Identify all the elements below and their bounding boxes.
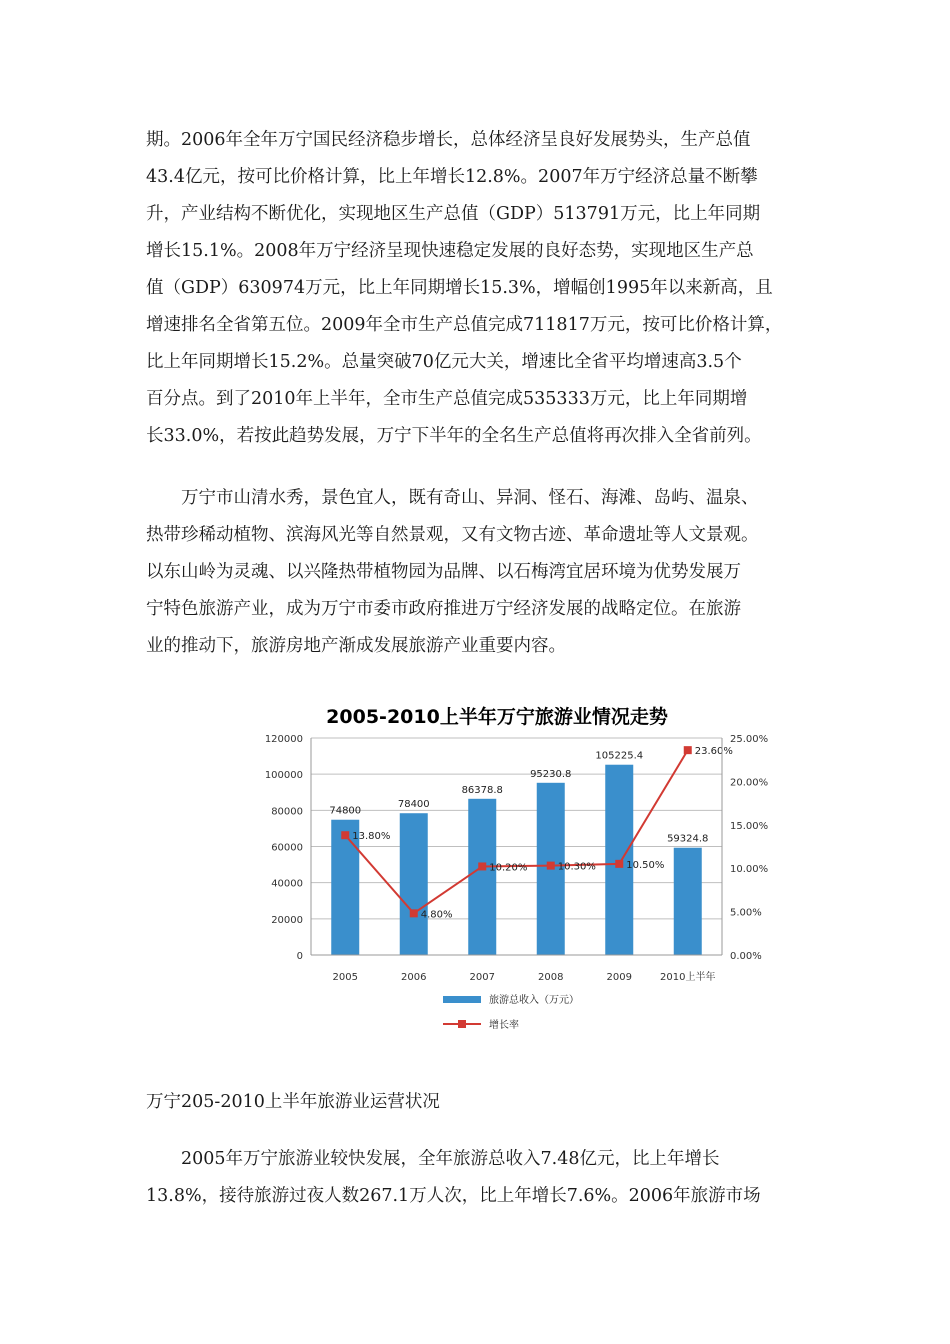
text-line: 业的推动下，旅游房地产渐成发展旅游产业重要内容。 [146,636,566,656]
y-right-tick-label: 20.00% [730,777,769,789]
text-line: 2005年万宁旅游业较快发展，全年旅游总收入7.48亿元，比上年增长 [146,1149,720,1169]
line-data-label: 10.20% [489,862,528,874]
paragraph-tourism-2005 [146,1141,818,1215]
y-left-tick-label: 80000 [271,806,303,818]
bar-data-label: 86378.8 [461,784,503,796]
line-data-label: 23.60% [694,746,733,758]
text-line: 热带珍稀动植物、滨海风光等自然景观，又有文物古迹、革命遗址等人文景观。 [146,525,759,545]
x-tick-label: 2010上半年 [660,972,716,983]
text-line: 期。2006年全年万宁国民经济稳步增长，总体经济呈良好发展势头，生产总值 [146,130,751,150]
y-left-tick-label: 60000 [271,842,303,854]
legend-swatch-marker [458,1020,466,1028]
legend-label: 旅游总收入（万元） [489,995,579,1006]
text-line: 以东山岭为灵魂、以兴隆热带植物园为品牌、以石梅湾宜居环境为优势发展万 [146,562,741,582]
x-tick-label: 2006 [401,972,427,983]
y-right-tick-label: 10.00% [730,864,769,876]
line-data-label: 13.80% [352,831,391,843]
text-line: 升，产业结构不断优化，实现地区生产总值（GDP）513791万元，比上年同期 [146,204,761,224]
line-point [410,909,418,917]
legend-label: 增长率 [489,1020,519,1031]
text-line: 长33.0%，若按此趋势发展，万宁下半年的全名生产总值将再次排入全省前列。 [146,426,762,446]
line-point [615,860,623,868]
text-line: 增速排名全省第五位。2009年全市生产总值完成711817万元，按可比价格计算， [146,315,783,335]
y-left-tick-label: 20000 [271,914,303,926]
bar-data-label: 78400 [397,799,430,811]
line-data-label: 10.30% [557,861,596,873]
y-left-tick-label: 120000 [264,734,303,745]
text-line: 增长15.1%。2008年万宁经济呈现快速稳定发展的良好态势，实现地区生产总 [146,241,754,261]
x-tick-label: 2008 [538,972,564,983]
y-left-tick-label: 100000 [264,770,303,782]
y-left-tick-label: 0 [296,951,303,962]
x-tick-label: 2007 [469,972,495,983]
line-point [341,831,349,839]
text-line: 43.4亿元，按可比价格计算，比上年增长12.8%。2007年万宁经济总量不断攀 [146,167,758,187]
text-line: 百分点。到了2010年上半年，全市生产总值完成535333万元，比上年同期增 [146,389,748,409]
chart-caption: 万宁205-2010上半年旅游业运营状况 [146,1092,440,1112]
chart-title: 2005-2010上半年万宁旅游业情况走势 [326,706,668,728]
bar [400,813,428,955]
text-line: 值（GDP）630974万元，比上年同期增长15.3%，增幅创1995年以来新高，且 [146,278,773,298]
y-right-tick-label: 15.00% [730,820,769,832]
line-point [547,862,555,870]
bar-data-label: 95230.8 [530,768,572,780]
line-data-label: 4.80% [420,909,453,921]
line-point [478,862,486,870]
bar-data-label: 74800 [329,805,362,817]
line-point [684,746,692,754]
x-tick-label: 2009 [606,972,632,983]
tourism-chart [235,690,779,1046]
text-line: 13.8%，接待旅游过夜人数267.1万人次，比上年增长7.6%。2006年旅游市场 [146,1186,761,1206]
bar [468,799,496,955]
text-line: 比上年同期增长15.2%。总量突破70亿元大关，增速比全省平均增速高3.5个 [146,352,742,372]
bar [674,848,702,955]
bar-data-label: 59324.8 [667,833,709,845]
y-right-tick-label: 5.00% [730,907,762,919]
legend-swatch-bar [443,996,481,1003]
line-data-label: 10.50% [626,859,665,871]
text-line: 宁特色旅游产业，成为万宁市委市政府推进万宁经济发展的战略定位。在旅游 [146,599,741,619]
x-tick-label: 2005 [332,972,358,983]
y-left-tick-label: 40000 [271,878,303,890]
paragraph-scenery [146,480,818,665]
y-right-tick-label: 0.00% [730,951,762,962]
y-right-tick-label: 25.00% [730,734,769,745]
text-line: 万宁市山清水秀，景色宜人，既有奇山、异洞、怪石、海滩、岛屿、温泉、 [146,488,759,508]
paragraph-gdp [146,122,818,455]
bar-data-label: 105225.4 [595,750,644,762]
